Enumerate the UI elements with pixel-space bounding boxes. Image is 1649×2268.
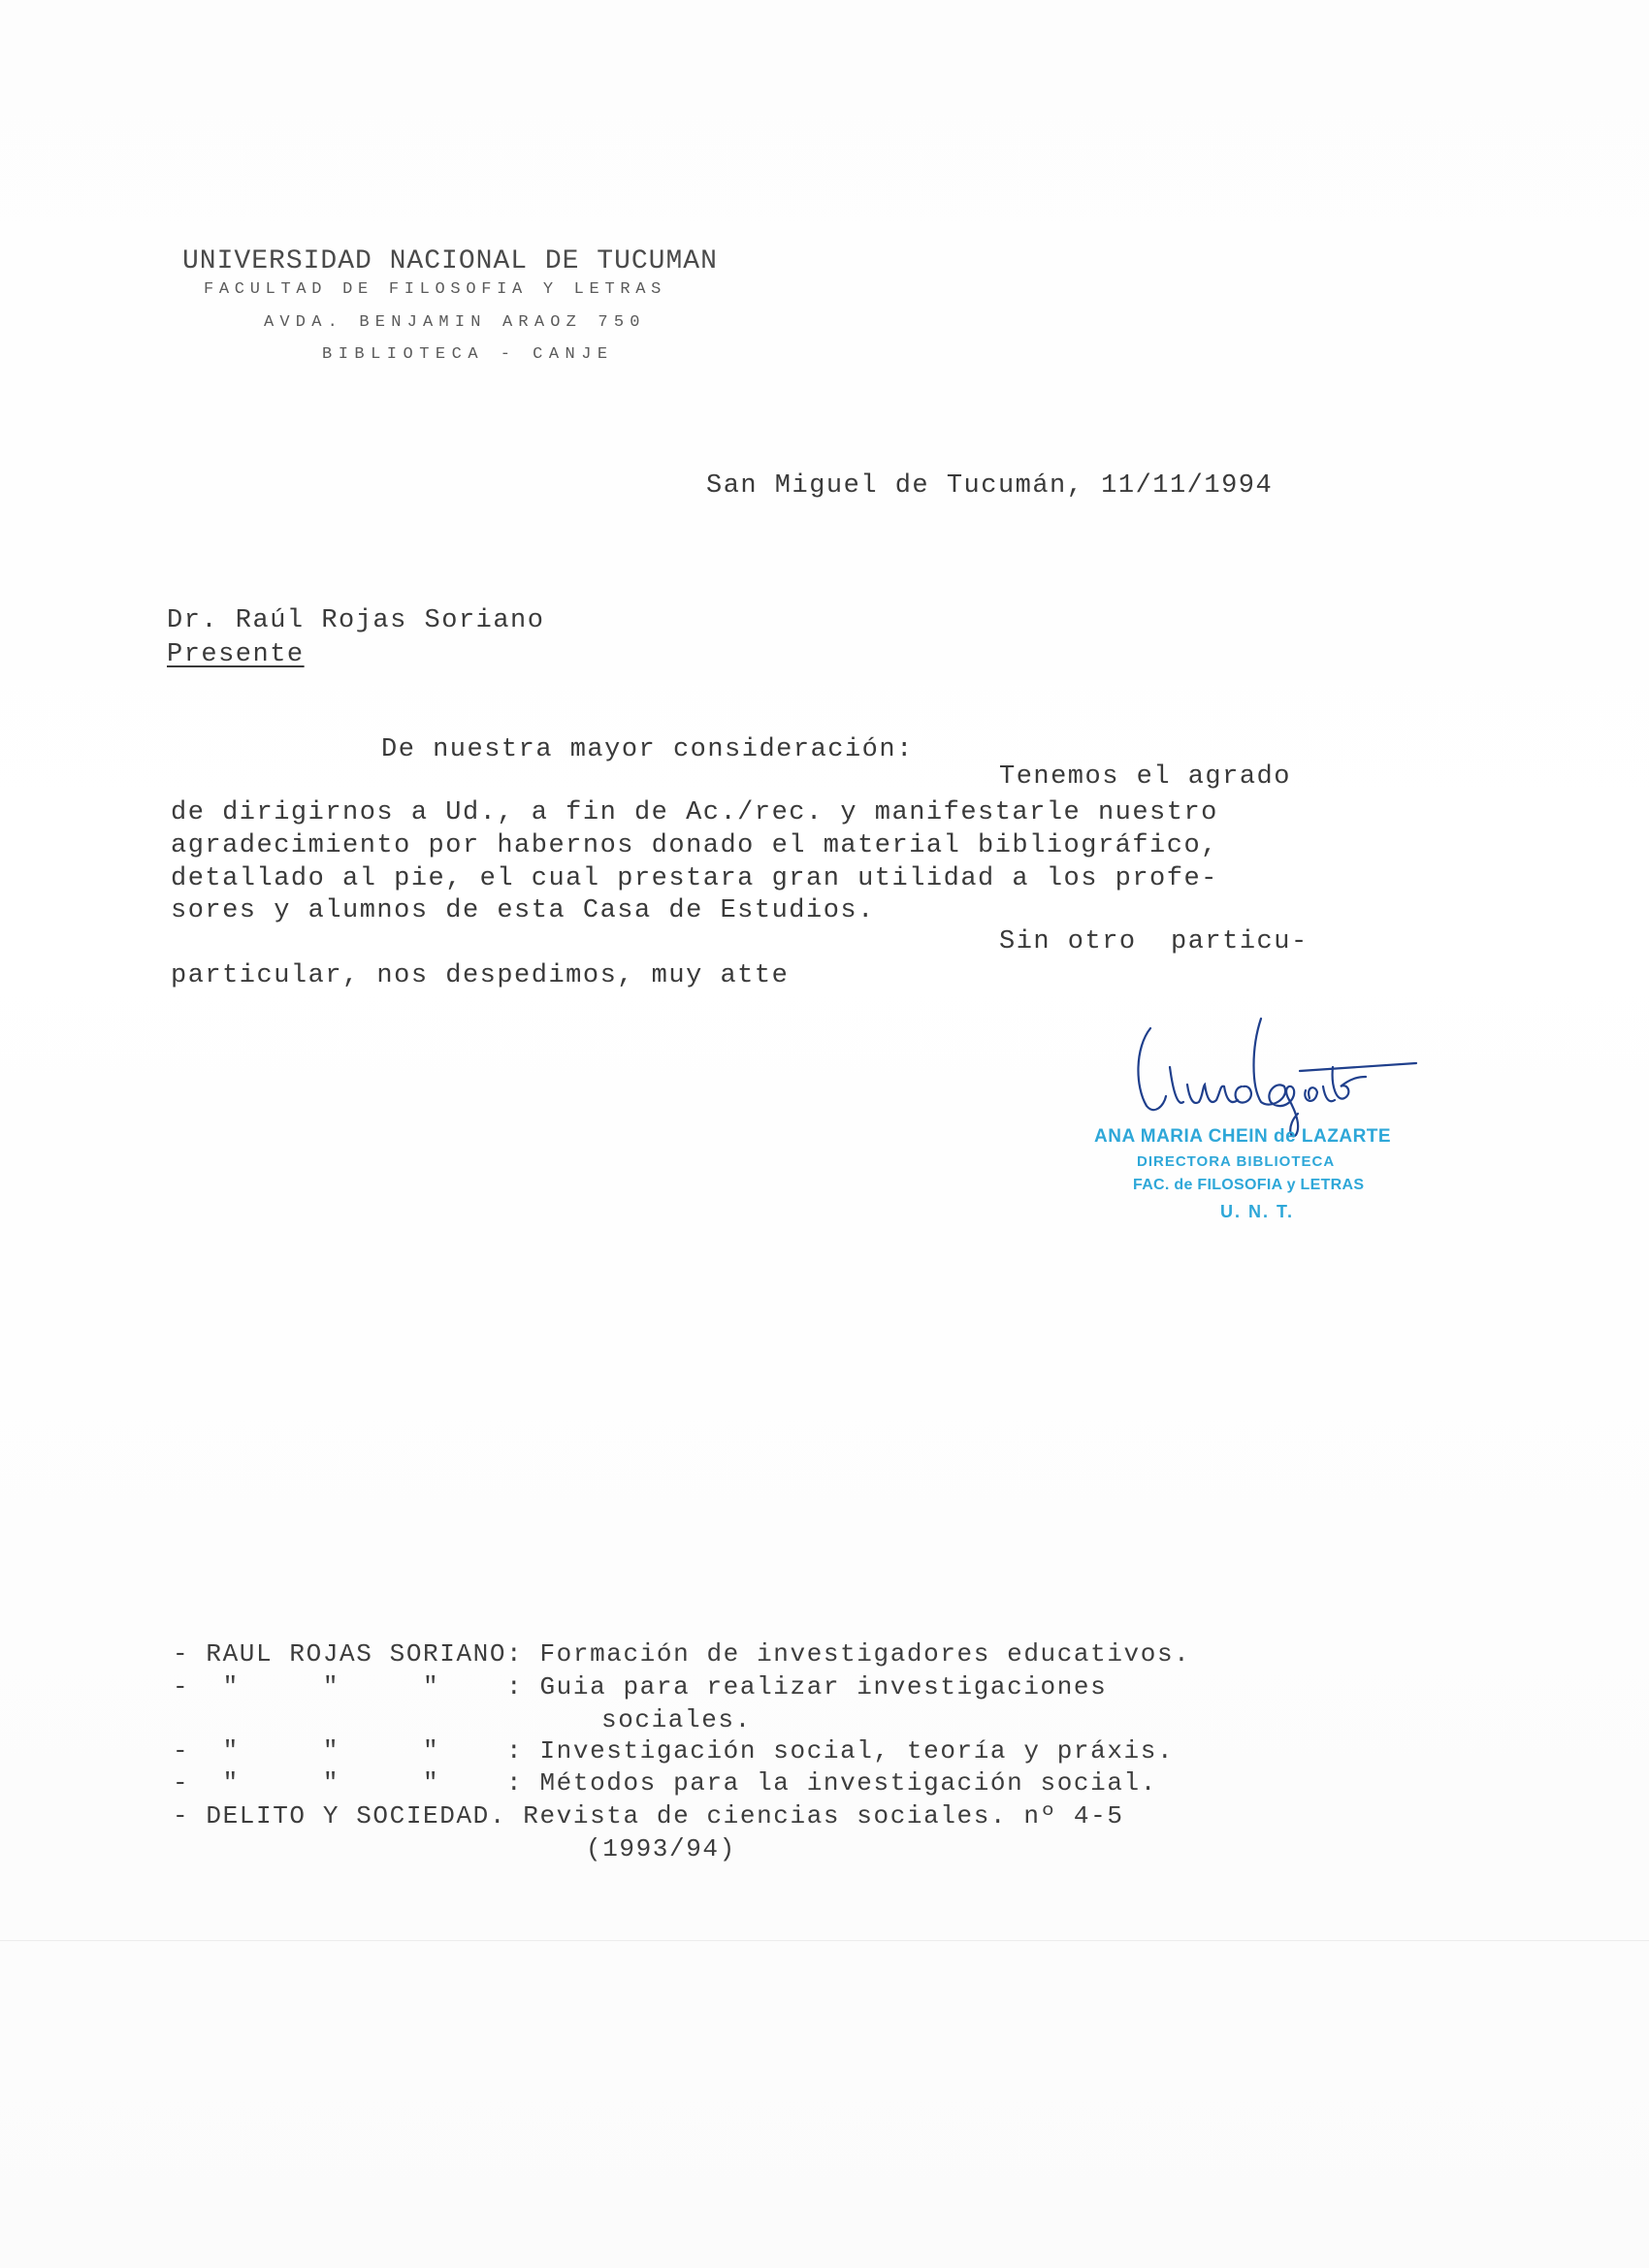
body-line: Tenemos el agrado	[999, 762, 1291, 792]
letterhead-faculty: FACULTAD DE FILOSOFIA Y LETRAS	[204, 280, 667, 299]
reference-item-continuation: sociales.	[601, 1705, 752, 1734]
reference-item: - DELITO Y SOCIEDAD. Revista de ciencias sociales. nº 4-5	[173, 1801, 1124, 1831]
letterhead-department: BIBLIOTECA - CANJE	[322, 345, 614, 364]
recipient-name: Dr. Raúl Rojas Soriano	[167, 606, 545, 635]
body-line: particular, nos despedimos, muy atte	[171, 961, 790, 990]
body-line: detallado al pie, el cual prestara gran utilidad a los profe-	[171, 864, 1218, 893]
stamp-name: ANA MARIA CHEIN de LAZARTE	[1094, 1126, 1392, 1147]
stamp-unit: U. N. T.	[1220, 1202, 1295, 1221]
recipient-presente: Presente	[167, 640, 305, 669]
reference-item: - " " " : Investigación social, teoría y práxis.	[173, 1736, 1175, 1766]
letterhead-university: UNIVERSIDAD NACIONAL DE TUCUMAN	[182, 246, 718, 276]
paper-fold-line	[0, 1940, 1649, 1941]
stamp-title: DIRECTORA BIBLIOTECA	[1137, 1153, 1336, 1170]
body-line: sores y alumnos de esta Casa de Estudios.	[171, 896, 875, 925]
handwritten-signature	[1125, 1009, 1436, 1145]
stamp-faculty: FAC. de FILOSOFIA y LETRAS	[1133, 1177, 1365, 1193]
date-line: San Miguel de Tucumán, 11/11/1994	[706, 471, 1274, 501]
letterhead-address: AVDA. BENJAMIN ARAOZ 750	[264, 313, 646, 332]
reference-item: - " " " : Métodos para la investigación social.	[173, 1768, 1157, 1798]
body-line: agradecimiento por habernos donado el material bibliográfico,	[171, 831, 1218, 860]
reference-item: - " " " : Guia para realizar investigaciones	[173, 1672, 1108, 1701]
greeting: De nuestra mayor consideración:	[381, 735, 914, 764]
body-line: de dirigirnos a Ud., a fin de Ac./rec. y manifestarle nuestro	[171, 798, 1218, 827]
body-line: Sin otro particu-	[999, 927, 1309, 956]
reference-item: - RAUL ROJAS SORIANO: Formación de investigadores educativos.	[173, 1639, 1191, 1669]
reference-item-continuation: (1993/94)	[586, 1834, 736, 1863]
